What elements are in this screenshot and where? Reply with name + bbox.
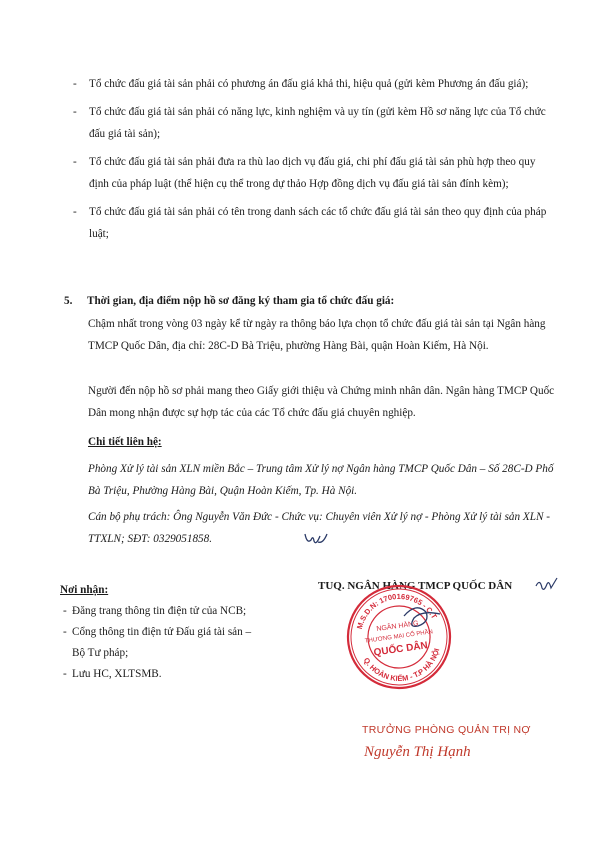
- bullet-marker: -: [73, 106, 77, 118]
- contact-officer: Cán bộ phụ trách: Ông Nguyễn Văn Đức - Chức vụ: Chuyên viên Xử lý nợ - Phòng Xử lý tài sản XLN - TTXLN; SĐT: 0329051858.: [88, 511, 550, 545]
- svg-text:THƯƠNG MẠI CỔ PHẦN: THƯƠNG MẠI CỔ PHẦN: [364, 629, 434, 645]
- svg-text:M.S.D.N: 1700169765 - C.T: M.S.D.N: 1700169765 - C.T: [354, 591, 439, 631]
- svg-text:QUỐC DÂN: QUỐC DÂN: [373, 640, 429, 659]
- submission-deadline-paragraph: Chậm nhất trong vòng 03 ngày kể từ ngày ra thông báo lựa chọn tổ chức đấu giá tài sản tại Ngân hàng TMCP Quốc Dân, địa chỉ: 28C-D Bà Triệu, phường Hàng Bài, quận Hoàn Kiếm, Hà Nội.: [88, 318, 546, 352]
- recipients-block: [60, 580, 260, 685]
- svg-text:NGÂN HÀNG: NGÂN HÀNG: [376, 620, 420, 634]
- recipient-item: - Đăng trang thông tin điện tử của NCB;: [63, 605, 247, 617]
- recipient-item: - Lưu HC, XLTSMB.: [63, 668, 162, 680]
- bullet-marker: -: [73, 206, 77, 218]
- svg-text:Q. HOÀN KIẾM - T.P HÀ NỘI: Q. HOÀN KIẾM - T.P HÀ NỘI: [361, 647, 442, 684]
- section-title: Thời gian, địa điểm nộp hồ sơ đăng ký tham gia tổ chức đấu giá:: [87, 295, 395, 307]
- contact-heading: Chi tiết liên hệ:: [88, 436, 162, 448]
- list-item: - Tổ chức đấu giá tài sản phải đưa ra thù lao dịch vụ đấu giá, chi phí đấu giá tài sản phù hợp theo quy định của pháp luật (thể hiện cụ thể trong dự thảo Hợp đồng dịch vụ đấu giá tài sản đính kèm);: [73, 151, 558, 195]
- bullet-marker: -: [73, 156, 77, 168]
- initials-signature: [302, 526, 328, 548]
- submission-requirements-paragraph: Người đến nộp hồ sơ phải mang theo Giấy giới thiệu và Chứng minh nhân dân. Ngân hàng TMCP Quốc Dân mong nhận được sự hợp tác của các Tổ chức đấu giá chuyên nghiệp.: [88, 385, 555, 419]
- section-number: 5.: [64, 295, 73, 307]
- recipient-item: - Cổng thông tin điện tử Đấu giá tài sản – Bộ Tư pháp;: [63, 626, 252, 659]
- company-seal: [344, 582, 454, 692]
- list-item: - Tổ chức đấu giá tài sản phải có phương án đấu giá khả thi, hiệu quả (gửi kèm Phương án đấu giá);: [73, 73, 558, 95]
- list-item: - Tổ chức đấu giá tài sản phải có năng lực, kinh nghiệm và uy tín (gửi kèm Hồ sơ năng lực của Tổ chức đấu giá tài sản);: [73, 101, 558, 145]
- criteria-list: [73, 73, 558, 251]
- section-5-heading: [64, 291, 394, 311]
- bullet-marker: -: [73, 78, 77, 90]
- org-initials-signature: [534, 576, 558, 594]
- signer-organization: TUQ. NGÂN HÀNG TMCP QUỐC DÂN: [318, 580, 513, 592]
- recipients-heading: Nơi nhận:: [60, 584, 109, 596]
- signer-title: TRƯỞNG PHÒNG QUẢN TRỊ NỢ: [362, 724, 531, 736]
- contact-address: Phòng Xử lý tài sản XLN miền Bắc – Trung tâm Xử lý nợ Ngân hàng TMCP Quốc Dân – Số 28C-D Phố Bà Triệu, Phường Hàng Bài, Quận Hoàn Kiếm, Tp. Hà Nội.: [88, 463, 554, 497]
- signer-name: Nguyễn Thị Hạnh: [364, 744, 471, 760]
- list-item: - Tổ chức đấu giá tài sản phải có tên trong danh sách các tổ chức đấu giá tài sản theo quy định của pháp luật;: [73, 201, 558, 245]
